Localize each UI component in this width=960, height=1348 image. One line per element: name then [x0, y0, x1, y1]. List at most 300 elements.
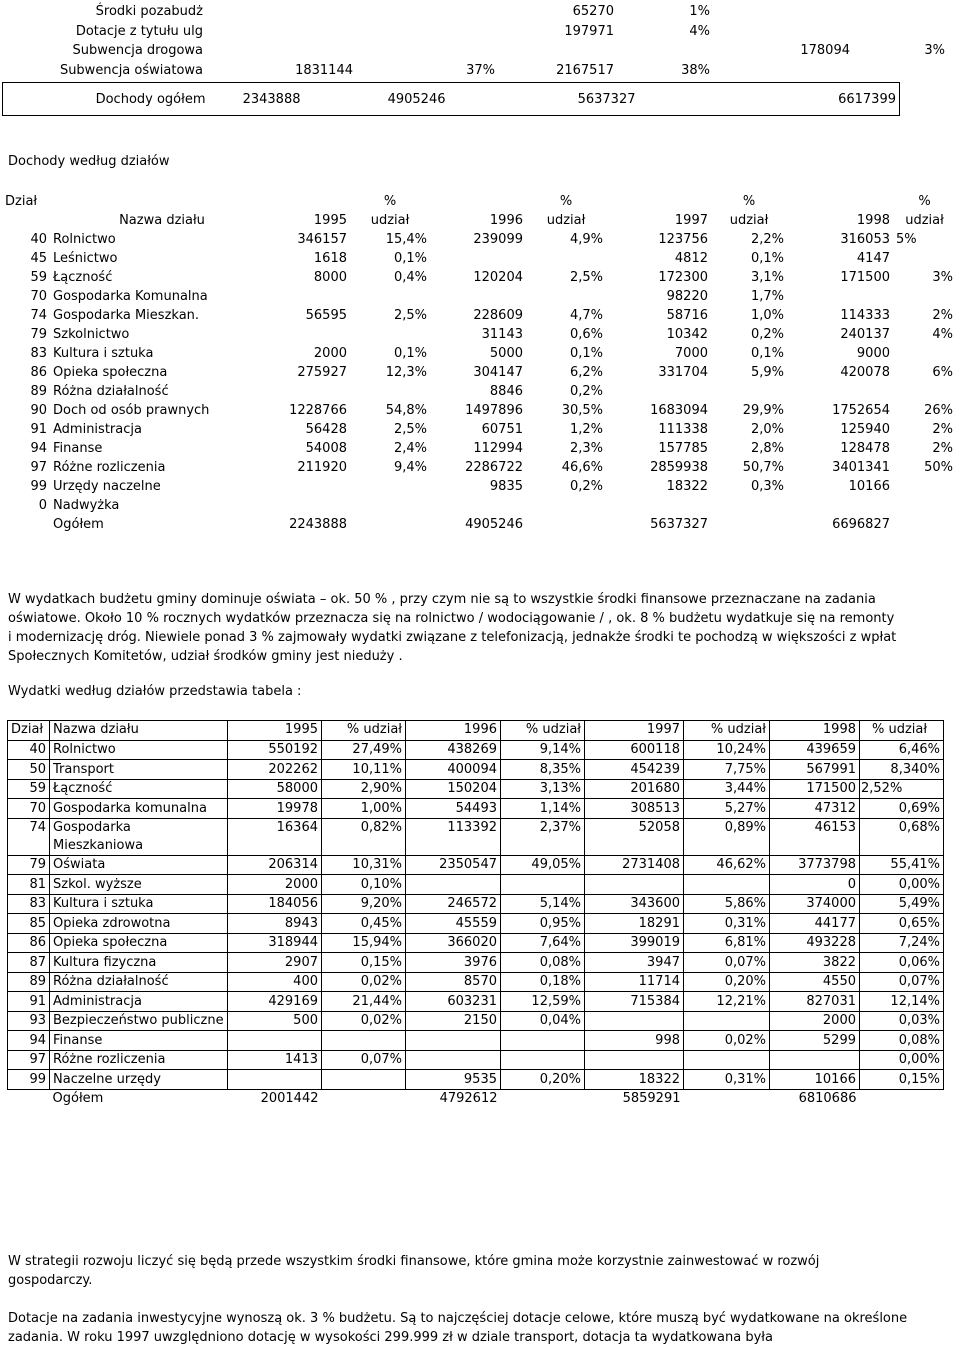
table-row: [2, 401, 956, 420]
pct-1996: 30,5%: [561, 403, 603, 418]
section-code: 89: [8, 972, 50, 992]
table-row: [8, 972, 944, 992]
income-source-row: [0, 61, 948, 81]
value-1996: 366020: [406, 933, 501, 953]
income-source-row: [0, 2, 948, 22]
section-code: 90: [30, 403, 47, 418]
value-1996: 60751: [481, 422, 523, 437]
value-1996: 8846: [489, 384, 523, 399]
section-name: Szkol. wyższe: [50, 875, 228, 895]
pct-1996: 3,13%: [501, 779, 585, 799]
pct-1995: 1,00%: [322, 799, 406, 819]
income-source-row: [0, 41, 948, 61]
pct-1996: 0,04%: [501, 1011, 585, 1031]
section-name: Doch od osób prawnych: [53, 403, 210, 418]
table-row: [2, 477, 956, 496]
value-1995: [274, 477, 350, 496]
pct-1998: 0,07%: [860, 972, 944, 992]
section-code: 97: [8, 1050, 50, 1070]
value-1998: 47312: [770, 799, 860, 819]
value-1998: [770, 1050, 860, 1070]
income-source-value: [853, 61, 948, 81]
value-1995: 56595: [305, 308, 347, 323]
grand-total-1998: 6696827: [832, 517, 890, 532]
pct-1996: 8,35%: [501, 760, 585, 780]
section-code: 89: [30, 384, 47, 399]
col-header-1996: 1996: [406, 721, 501, 741]
value-1998: 3773798: [770, 855, 860, 875]
value-1997: [585, 1011, 684, 1031]
value-1997: 308513: [585, 799, 684, 819]
value-1995: 1618: [313, 251, 347, 266]
section-name: Naczelne urzędy: [50, 1070, 228, 1090]
value-1996: 239099: [473, 232, 523, 247]
value-1998: 2000: [770, 1011, 860, 1031]
pct-1997: 0,89%: [684, 818, 770, 855]
pct-1995: 0,02%: [322, 1011, 406, 1031]
income-source-value: [206, 22, 356, 42]
section-name: Transport: [50, 760, 228, 780]
income-source-value: [713, 2, 853, 22]
section-code: 79: [30, 327, 47, 342]
section-name: Różne rozliczenia: [53, 460, 166, 475]
value-1998: 10166: [770, 1070, 860, 1090]
value-1997: [606, 382, 711, 401]
table-row: [8, 799, 944, 819]
value-1996: 8570: [406, 972, 501, 992]
value-1997: 4812: [674, 251, 708, 266]
value-1997: 331704: [658, 365, 708, 380]
pct-1998: 3%: [932, 270, 953, 285]
col-header-1998: 1998: [856, 213, 890, 228]
table-row: [8, 818, 944, 855]
section-code: 45: [30, 251, 47, 266]
section-name: Finanse: [53, 441, 103, 456]
section-code: 99: [8, 1070, 50, 1090]
table-row: [8, 992, 944, 1012]
value-1995: 206314: [228, 855, 322, 875]
section-name: Łączność: [50, 779, 228, 799]
pct-1995: 0,15%: [322, 953, 406, 973]
table-row: [8, 1070, 944, 1090]
pct-1996: 0,95%: [501, 914, 585, 934]
pct-1996: 49,05%: [501, 855, 585, 875]
section-code: 40: [30, 232, 47, 247]
pct-1995: 27,49%: [322, 740, 406, 760]
value-1996: [430, 287, 526, 306]
col-header-pct: %: [918, 194, 931, 209]
income-source-value: [356, 2, 498, 22]
pct-1996: 0,6%: [569, 327, 603, 342]
pct-1998: 0,08%: [860, 1031, 944, 1051]
pct-1995: 54,8%: [385, 403, 427, 418]
pct-1995: 2,90%: [322, 779, 406, 799]
pct-1997: 0,02%: [684, 1031, 770, 1051]
income-source-value: 3%: [924, 43, 945, 59]
pct-1996: 0,2%: [569, 384, 603, 399]
value-1997: 7000: [674, 346, 708, 361]
pct-1998: 0,00%: [860, 875, 944, 895]
table-row: [8, 953, 944, 973]
value-1997: [585, 875, 684, 895]
section-name: Kultura i sztuka: [53, 346, 154, 361]
value-1995: 1413: [228, 1050, 322, 1070]
value-1998: [787, 287, 893, 306]
pct-1996: 6,2%: [569, 365, 603, 380]
pct-1995: 0,02%: [322, 972, 406, 992]
section-name: Finanse: [50, 1031, 228, 1051]
value-1996: 5000: [489, 346, 523, 361]
income-source-value: [713, 22, 853, 42]
section-code: 97: [30, 460, 47, 475]
value-1997: 3947: [585, 953, 684, 973]
pct-1995: 0,1%: [393, 251, 427, 266]
section-code: 79: [8, 855, 50, 875]
value-1997: 10342: [666, 327, 708, 342]
pct-1997: 2,2%: [750, 232, 784, 247]
pct-1996: 0,2%: [569, 479, 603, 494]
value-1996: 228609: [473, 308, 523, 323]
value-1995: [228, 1070, 322, 1090]
col-header-dzial: Dział: [5, 194, 38, 209]
income-source-label: Subwencja drogowa: [72, 43, 203, 59]
col-header-nazwa: Nazwa działu: [50, 721, 228, 741]
section-name: Leśnictwo: [53, 251, 118, 266]
pct-1996: 9,14%: [501, 740, 585, 760]
pct-1998: [893, 249, 956, 268]
value-1996: 2150: [406, 1011, 501, 1031]
value-1997: 998: [585, 1031, 684, 1051]
pct-1997: 0,1%: [750, 251, 784, 266]
pct-1997: 0,31%: [684, 1070, 770, 1090]
col-header-nazwa: Nazwa działu: [119, 213, 205, 228]
value-1995: 2000: [313, 346, 347, 361]
section-code: 74: [8, 818, 50, 855]
pct-1998: 0,15%: [860, 1070, 944, 1090]
value-1997: 715384: [585, 992, 684, 1012]
section-title-income: Dochody według działów: [8, 154, 170, 169]
table-row: [8, 875, 944, 895]
table-row: [2, 344, 956, 363]
table-row: [8, 933, 944, 953]
section-code: 91: [30, 422, 47, 437]
pct-1996: 0,18%: [501, 972, 585, 992]
value-1995: 211920: [297, 460, 347, 475]
value-1998: 0: [770, 875, 860, 895]
income-source-value: 65270: [572, 4, 614, 20]
value-1995: [274, 287, 350, 306]
section-code: 74: [30, 308, 47, 323]
col-header-1997: 1997: [585, 721, 684, 741]
pct-1995: 2,5%: [393, 422, 427, 437]
value-1998: 46153: [770, 818, 860, 855]
value-1998: 4147: [856, 251, 890, 266]
table-row: [2, 268, 956, 287]
income-source-value: [853, 2, 948, 22]
value-1997: 399019: [585, 933, 684, 953]
section-name: Opieka zdrowotna: [50, 914, 228, 934]
income-source-label: Środki pozabudż: [95, 4, 203, 20]
grand-total-1997: 5637327: [650, 517, 708, 532]
table-row: [2, 496, 956, 515]
table-row: [2, 382, 956, 401]
pct-1996: 0,20%: [501, 1070, 585, 1090]
pct-1997: [684, 1050, 770, 1070]
value-1998: 1752654: [832, 403, 890, 418]
income-source-value: 2167517: [556, 62, 614, 78]
table-row: [8, 855, 944, 875]
value-1998: 316053: [840, 232, 890, 247]
pct-1996: 2,5%: [569, 270, 603, 285]
value-1998: [787, 496, 893, 515]
value-1998: [787, 382, 893, 401]
pct-1996: 1,14%: [501, 799, 585, 819]
pct-1995: 21,44%: [322, 992, 406, 1012]
pct-1996: 4,7%: [569, 308, 603, 323]
pct-1997: 0,2%: [750, 327, 784, 342]
income-source-value: 197971: [564, 23, 614, 39]
col-header-udzial: udział: [905, 213, 944, 228]
section-name: Rolnictwo: [50, 740, 228, 760]
income-source-value: 1831144: [295, 62, 353, 78]
pct-1995: [322, 1031, 406, 1051]
col-header-1998: 1998: [770, 721, 860, 741]
value-1996: 400094: [406, 760, 501, 780]
value-1996: 54493: [406, 799, 501, 819]
section-name: Administracja: [53, 422, 142, 437]
value-1997: 600118: [585, 740, 684, 760]
value-1996: 438269: [406, 740, 501, 760]
value-1998: 567991: [770, 760, 860, 780]
pct-1997: 5,86%: [684, 894, 770, 914]
pct-1995: 12,3%: [385, 365, 427, 380]
value-1995: [274, 382, 350, 401]
value-1997: 2859938: [650, 460, 708, 475]
value-1996: 2286722: [465, 460, 523, 475]
value-1995: 2000: [228, 875, 322, 895]
pct-1997: 6,81%: [684, 933, 770, 953]
pct-1996: 1,2%: [569, 422, 603, 437]
table-row: [8, 1050, 944, 1070]
income-source-label: Dotacje z tytułu ulg: [75, 23, 203, 39]
pct-1997: 5,27%: [684, 799, 770, 819]
section-name: Różne rozliczenia: [50, 1050, 228, 1070]
pct-1997: 0,31%: [684, 914, 770, 934]
pct-1998: [893, 287, 956, 306]
pct-1997: 3,1%: [750, 270, 784, 285]
pct-1998: 0,03%: [860, 1011, 944, 1031]
pct-1997: 1,7%: [750, 289, 784, 304]
paragraph-expenses-intro: W wydatkach budżetu gminy dominuje oświata – ok. 50 % , przy czym nie są to wszystkie środki finansowe przeznaczane na zadania oświatowe. Około 10 % rocznych wydatków przeznacza się na rolnictwo / wodociągowanie / , ok. 8 % budżetu wydatkuje się na remonty i modernizację dróg. Niewiele ponad 3 % zajmowały wydatki związane z telefonizacją, jednakże środki te pochodzą w większości z wpłat Społecznych Komitetów, udział środków gminy jest nieduży .: [8, 592, 897, 664]
pct-1995: [350, 325, 430, 344]
section-code: 40: [8, 740, 50, 760]
income-source-value: [356, 22, 498, 42]
top-income-table: [0, 2, 948, 80]
pct-1997: 46,62%: [684, 855, 770, 875]
section-code: 70: [8, 799, 50, 819]
income-source-value: 38%: [681, 62, 710, 78]
pct-1995: 2,4%: [393, 441, 427, 456]
section-name: Opieka społeczna: [53, 365, 168, 380]
value-1998: 3822: [770, 953, 860, 973]
value-1997: 201680: [585, 779, 684, 799]
section-name: Kultura fizyczna: [50, 953, 228, 973]
pct-1998: [893, 382, 956, 401]
pct-1995: 0,82%: [322, 818, 406, 855]
pct-1996: 12,59%: [501, 992, 585, 1012]
pct-1995: 0,1%: [393, 346, 427, 361]
table-row: [2, 363, 956, 382]
col-header-1997: 1997: [674, 213, 708, 228]
pct-1998: 2%: [932, 308, 953, 323]
value-1997: 1683094: [650, 403, 708, 418]
table-row: [8, 894, 944, 914]
top-income-fragment: [0, 2, 960, 107]
income-source-value: [498, 41, 617, 61]
value-1998: 171500: [840, 270, 890, 285]
value-1995: 184056: [228, 894, 322, 914]
pct-1996: 0,08%: [501, 953, 585, 973]
section-name: Kultura i sztuka: [50, 894, 228, 914]
pct-1997: [711, 496, 787, 515]
income-by-section-table: [2, 192, 956, 534]
pct-1996: 46,6%: [561, 460, 603, 475]
income-source-value: 37%: [466, 62, 495, 78]
grand-total-1997: 5859291: [622, 1091, 681, 1107]
value-1998: 420078: [840, 365, 890, 380]
pct-1995: 9,4%: [393, 460, 427, 475]
col-header-udzial: udział: [729, 213, 769, 228]
value-1997: 172300: [658, 270, 708, 285]
pct-1998: 0,00%: [860, 1050, 944, 1070]
section-code: 99: [30, 479, 47, 494]
value-1996: 120204: [473, 270, 523, 285]
income-source-label: Subwencja oświatowa: [59, 62, 203, 78]
pct-1997: 0,20%: [684, 972, 770, 992]
section-code: 70: [30, 289, 47, 304]
section-code: 0: [38, 498, 47, 513]
value-1995: 58000: [228, 779, 322, 799]
section-name: Gospodarka Mieszkan.: [53, 308, 200, 323]
value-1997: 2731408: [585, 855, 684, 875]
value-1998: 240137: [840, 327, 890, 342]
income-source-value: [617, 41, 713, 61]
value-1997: 18291: [585, 914, 684, 934]
value-1997: 123756: [658, 232, 708, 247]
pct-1996: 7,64%: [501, 933, 585, 953]
col-header-pct-1998: % udział: [860, 721, 944, 741]
pct-1995: [350, 382, 430, 401]
value-1998: 493228: [770, 933, 860, 953]
value-1996: 2350547: [406, 855, 501, 875]
pct-1996: [526, 287, 606, 306]
value-1997: [606, 496, 711, 515]
pct-1997: 3,44%: [684, 779, 770, 799]
section-code: 59: [30, 270, 47, 285]
section-name: Gospodarka komunalna: [50, 799, 228, 819]
value-1998: 10166: [848, 479, 890, 494]
pct-1998: 6,46%: [860, 740, 944, 760]
section-name: Oświata: [50, 855, 228, 875]
pct-1996: [526, 249, 606, 268]
table-row: [2, 249, 956, 268]
value-1995: 54008: [305, 441, 347, 456]
pct-1998: [893, 344, 956, 363]
section-code: 86: [30, 365, 47, 380]
section-name: Różna działalność: [50, 972, 228, 992]
section-name: Różna działalność: [53, 384, 169, 399]
grand-total-label: Ogółem: [53, 517, 104, 532]
pct-1998: 55,41%: [860, 855, 944, 875]
expenses-by-section-table: [7, 720, 944, 1108]
value-1996: [430, 496, 526, 515]
pct-1997: 2,8%: [750, 441, 784, 456]
pct-1995: 9,20%: [322, 894, 406, 914]
value-1995: 2907: [228, 953, 322, 973]
table-row: [8, 914, 944, 934]
value-1996: 31143: [481, 327, 523, 342]
grand-total-1996: 4792612: [439, 1091, 498, 1107]
section-code: 94: [30, 441, 47, 456]
income-total-row: [2, 82, 900, 116]
pct-1996: 0,1%: [569, 346, 603, 361]
pct-1998: 6%: [932, 365, 953, 380]
section-name: Gospodarka Mieszkaniowa: [50, 818, 228, 855]
col-header-pct: %: [742, 194, 756, 209]
col-header-udzial: udział: [546, 213, 586, 228]
pct-1997: 29,9%: [742, 403, 784, 418]
pct-1998: 50%: [924, 460, 953, 475]
pct-1998: 7,24%: [860, 933, 944, 953]
section-code: 85: [8, 914, 50, 934]
value-1995: 550192: [228, 740, 322, 760]
pct-1995: [350, 477, 430, 496]
pct-1995: 10,11%: [322, 760, 406, 780]
section-name: Nadwyżka: [53, 498, 120, 513]
section-name: Łączność: [53, 270, 113, 285]
expenses-grand-total-row: [8, 1089, 944, 1108]
table-row: [2, 458, 956, 477]
pct-1997: 0,07%: [684, 953, 770, 973]
pct-1998: 4%: [932, 327, 953, 342]
grand-total-1995: 2001442: [260, 1091, 319, 1107]
value-1997: 454239: [585, 760, 684, 780]
value-1997: 343600: [585, 894, 684, 914]
value-1995: [228, 1031, 322, 1051]
value-1996: [406, 875, 501, 895]
section-title-expenses: Wydatki według działów przedstawia tabela :: [8, 684, 302, 699]
pct-1997: 2,0%: [750, 422, 784, 437]
section-name: Bezpieczeństwo publiczne: [50, 1011, 228, 1031]
pct-1998: 8,340%: [860, 760, 944, 780]
pct-1995: 2,5%: [393, 308, 427, 323]
grand-total-1995: 2243888: [289, 517, 347, 532]
value-1998: 3401341: [832, 460, 890, 475]
pct-1998: 26%: [924, 403, 953, 418]
pct-1996: 2,3%: [569, 441, 603, 456]
pct-1995: 15,94%: [322, 933, 406, 953]
pct-1997: [684, 1011, 770, 1031]
section-name: Administracja: [50, 992, 228, 1012]
section-code: 59: [8, 779, 50, 799]
income-source-value: 1%: [689, 4, 710, 20]
value-1998: 9000: [856, 346, 890, 361]
pct-1998: 0,69%: [860, 799, 944, 819]
pct-1998: 12,14%: [860, 992, 944, 1012]
pct-1997: 50,7%: [742, 460, 784, 475]
value-1996: 1497896: [465, 403, 523, 418]
value-1995: 56428: [305, 422, 347, 437]
